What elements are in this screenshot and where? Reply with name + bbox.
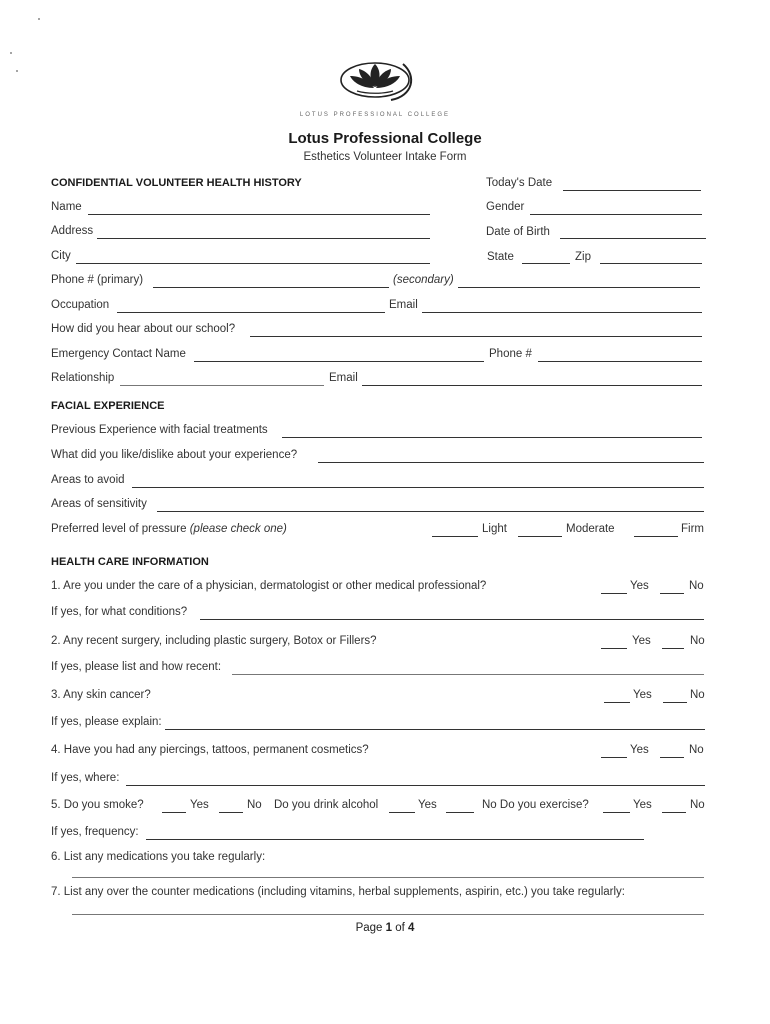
q1-label: 1. Are you under the care of a physician, dermatologist or other medical professional? [51, 580, 487, 592]
zip-label: Zip [575, 251, 591, 263]
q1-follow-label: If yes, for what conditions? [51, 606, 188, 618]
pressure-light-label: Light [482, 523, 507, 535]
pressure-moderate-checkbox[interactable] [518, 536, 562, 537]
q5-exercise-label: No Do you exercise? [482, 799, 589, 811]
q3-yes-checkbox[interactable] [604, 702, 630, 703]
q5-follow-field[interactable] [146, 839, 644, 840]
occupation-label: Occupation [51, 299, 110, 311]
q2-yes-checkbox[interactable] [601, 648, 627, 649]
q5-drink-no-checkbox[interactable] [446, 812, 474, 813]
q2-follow-label: If yes, please list and how recent: [51, 661, 222, 673]
occupation-field[interactable] [117, 312, 385, 313]
q1-no-label: No [689, 580, 704, 592]
city-field[interactable] [76, 263, 430, 264]
phone-primary-field[interactable] [153, 287, 389, 288]
q4-no-label: No [689, 744, 704, 756]
email2-label: Email [329, 372, 358, 384]
state-label: State [487, 251, 514, 263]
college-name: Lotus Professional College [288, 130, 482, 147]
q5-exercise-no-checkbox[interactable] [662, 812, 686, 813]
q2-no-checkbox[interactable] [662, 648, 684, 649]
address-field[interactable] [97, 238, 430, 239]
previous-experience-label: Previous Experience with facial treatments [51, 424, 268, 436]
q2-follow-field[interactable] [232, 674, 704, 675]
q1-no-checkbox[interactable] [660, 593, 684, 594]
dob-label: Date of Birth [486, 226, 550, 238]
dob-field[interactable] [560, 238, 706, 239]
q5-follow-label: If yes, frequency: [51, 826, 139, 838]
how-heard-field[interactable] [250, 336, 702, 337]
areas-sensitivity-field[interactable] [157, 511, 704, 512]
q3-yes-label: Yes [633, 689, 652, 701]
like-dislike-field[interactable] [318, 462, 704, 463]
email-label: Email [389, 299, 418, 311]
email2-field[interactable] [362, 385, 702, 386]
name-label: Name [51, 201, 82, 213]
scan-speck [16, 70, 18, 72]
todays-date-field[interactable] [563, 190, 701, 191]
logo-text: LOTUS PROFESSIONAL COLLEGE [299, 112, 451, 118]
state-field[interactable] [522, 263, 570, 264]
areas-avoid-field[interactable] [132, 487, 704, 488]
pressure-firm-label: Firm [681, 523, 704, 535]
q6-field[interactable] [72, 877, 704, 878]
q5-smoke-no-label: No [247, 799, 262, 811]
relationship-label: Relationship [51, 372, 115, 384]
like-dislike-label: What did you like/dislike about your experience? [51, 449, 298, 461]
q4-label: 4. Have you had any piercings, tattoos, permanent cosmetics? [51, 744, 369, 756]
q3-follow-label: If yes, please explain: [51, 716, 162, 728]
previous-experience-field[interactable] [282, 437, 702, 438]
q5-exercise-no-label: No [690, 799, 705, 811]
q5-exercise-yes-checkbox[interactable] [603, 812, 630, 813]
q1-yes-label: Yes [630, 580, 649, 592]
q1-yes-checkbox[interactable] [601, 593, 627, 594]
pressure-firm-checkbox[interactable] [634, 536, 678, 537]
phone-primary-label: Phone # (primary) [51, 274, 144, 286]
page-number: Page 1 of 4 [355, 922, 415, 934]
q1-follow-field[interactable] [200, 619, 704, 620]
q4-yes-label: Yes [630, 744, 649, 756]
name-field[interactable] [88, 214, 430, 215]
q5-smoke-label: 5. Do you smoke? [51, 799, 144, 811]
q5-drink-label: Do you drink alcohol [274, 799, 379, 811]
q4-no-checkbox[interactable] [660, 757, 684, 758]
pressure-light-checkbox[interactable] [432, 536, 478, 537]
section-heading-health-care: HEALTH CARE INFORMATION [51, 556, 209, 568]
phone-secondary-label: (secondary) [393, 274, 454, 286]
q5-smoke-no-checkbox[interactable] [219, 812, 243, 813]
q7-field[interactable] [72, 914, 704, 915]
form-title: Esthetics Volunteer Intake Form [303, 151, 467, 163]
emergency-phone-field[interactable] [538, 361, 702, 362]
phone-secondary-field[interactable] [458, 287, 700, 288]
todays-date-label: Today's Date [486, 177, 553, 189]
q2-yes-label: Yes [632, 635, 651, 647]
q3-follow-field[interactable] [165, 729, 705, 730]
q3-no-label: No [690, 689, 705, 701]
q4-follow-label: If yes, where: [51, 772, 120, 784]
email-field[interactable] [422, 312, 702, 313]
address-label: Address [51, 225, 94, 237]
q2-no-label: No [690, 635, 705, 647]
q7-label: 7. List any over the counter medications (including vitamins, herbal supplements, aspirin, etc.) you take regularly: [51, 886, 626, 898]
areas-avoid-label: Areas to avoid [51, 474, 125, 486]
section-heading-health-history: CONFIDENTIAL VOLUNTEER HEALTH HISTORY [51, 177, 302, 189]
emergency-phone-label: Phone # [489, 348, 532, 360]
pressure-moderate-label: Moderate [566, 523, 615, 535]
scan-speck [38, 18, 40, 20]
section-heading-facial-experience: FACIAL EXPERIENCE [51, 400, 165, 412]
q6-label: 6. List any medications you take regularly: [51, 851, 266, 863]
q5-drink-yes-label: Yes [418, 799, 437, 811]
lotus-logo-icon [333, 56, 423, 106]
how-heard-label: How did you hear about our school? [51, 323, 236, 335]
q5-smoke-yes-checkbox[interactable] [162, 812, 186, 813]
emergency-contact-field[interactable] [194, 361, 484, 362]
q3-no-checkbox[interactable] [663, 702, 687, 703]
relationship-field[interactable] [120, 385, 324, 386]
q5-smoke-yes-label: Yes [190, 799, 209, 811]
pressure-label: Preferred level of pressure (please check one) [51, 523, 287, 535]
q5-drink-yes-checkbox[interactable] [389, 812, 415, 813]
q4-yes-checkbox[interactable] [601, 757, 627, 758]
gender-field[interactable] [530, 214, 702, 215]
emergency-contact-label: Emergency Contact Name [51, 348, 186, 360]
zip-field[interactable] [600, 263, 702, 264]
areas-sensitivity-label: Areas of sensitivity [51, 498, 147, 510]
q5-exercise-yes-label: Yes [633, 799, 652, 811]
q4-follow-field[interactable] [126, 785, 705, 786]
q3-label: 3. Any skin cancer? [51, 689, 151, 701]
scan-speck [10, 52, 12, 54]
gender-label: Gender [486, 201, 525, 213]
q2-label: 2. Any recent surgery, including plastic surgery, Botox or Fillers? [51, 635, 377, 647]
city-label: City [51, 250, 71, 262]
